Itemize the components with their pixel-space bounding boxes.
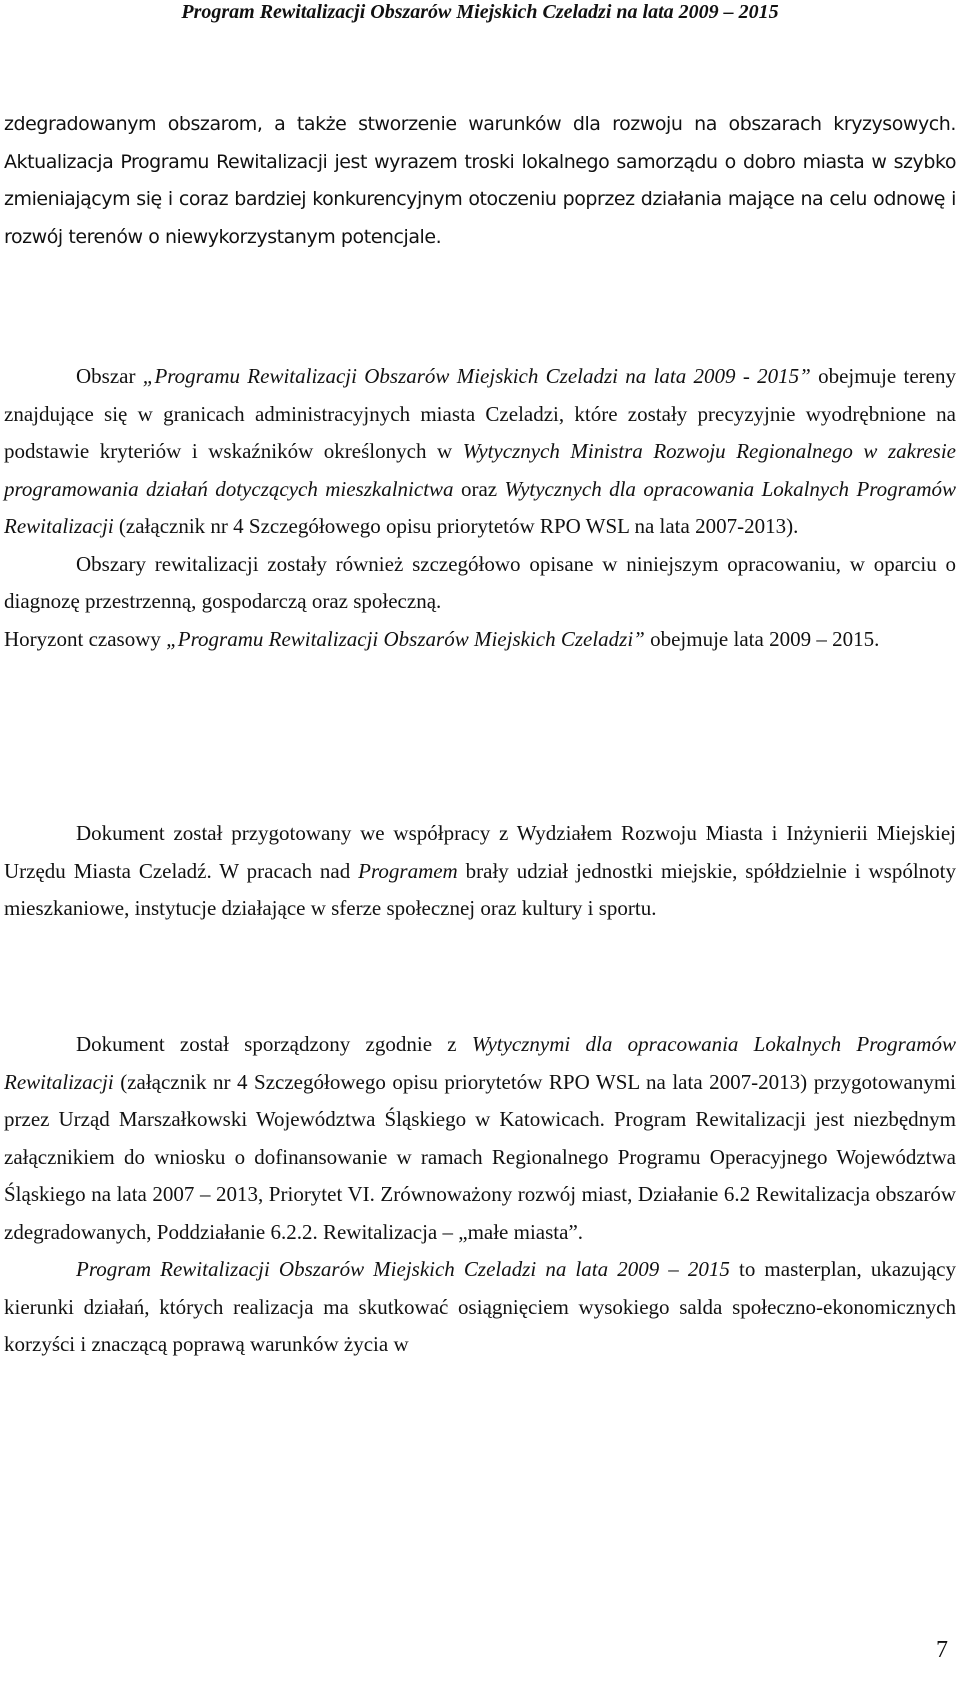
text-run: obejmuje tereny znajdujące się w granicach administracyjnych miasta Czeladzi, które zostały precyzyjnie wyodrębnione na podstawie kryteriów i wskaźników określonych w — [4, 364, 956, 463]
text-run: Obszar — [76, 364, 143, 388]
program-title-italic: „Programu Rewitalizacji Obszarów Miejskich Czeladzi na lata 2009 - 2015” — [142, 364, 811, 388]
paragraph-time-horizon — [4, 621, 956, 659]
paragraph-compliance — [4, 1026, 956, 1364]
text-run: to masterplan, ukazujący kierunki działań, których realizacja ma skutkować osiągnięciem wysokiego salda społeczno-ekonomicznych korzyści i znaczącą poprawą warunków życia w — [4, 1257, 957, 1356]
text-run: oraz — [453, 476, 505, 501]
program-title-italic: „Programu Rewitalizacji Obszarów Miejskich Czeladzi” — [166, 626, 645, 651]
program-title-italic: Program Rewitalizacji Obszarów Miejskich Czeladzi na lata 2009 – 2015 — [76, 1257, 730, 1281]
text-run: Dokument został przygotowany we współpracy z Wydziałem Rozwoju Miasta i Inżynierii Miejskiej Urzędu Miasta Czeladź. W pracach nad — [4, 821, 956, 883]
guidelines-lpr-italic: Wytycznych dla opracowania Lokalnych Programów Rewitalizacji — [4, 476, 957, 538]
text-run: (załącznik nr 4 Szczegółowego opisu priorytetów RPO WSL na lata 2007-2013). — [113, 514, 799, 538]
paragraph-text: zdegradowanym obszarom, a także stworzenie warunków dla rozwoju na obszarach kryzysowych. Aktualizacja Programu Rewitalizacji jest wyrazem troski lokalnego samorządu o dobro miasta w szybko zmieniającym się i coraz bardziej konkurencyjnym otoczeniu poprzez działania mające na celu odnowę i rozwój terenów o niewykorzystanym potencjale. — [4, 113, 956, 248]
guidelines-title-italic: Wytycznych Ministra Rozwoju Regionalnego w zakresie programowania działań dotyczących mieszkalnictwa — [4, 439, 956, 501]
text-run: obejmuje lata 2009 – 2015. — [644, 626, 880, 651]
paragraph-cooperation — [4, 815, 956, 928]
text-run: Dokument został sporządzony zgodnie z — [76, 1032, 472, 1056]
text-run: (załącznik nr 4 Szczegółowego opisu priorytetów RPO WSL na lata 2007-2013) przygotowanymi przez Urząd Marszałkowski Województwa Śląskiego w Katowicach. Program Rewitalizacji jest niezbędnym załącznikiem do wniosku o dofinansowanie w ramach Regionalnego Programu Operacyjnego Województwa Śląskiego na lata 2007 – 2013, Priorytet VI. Zrównoważony rozwój miast, Działanie 6.2 Rewitalizacja obszarów zdegradowanych, Poddziałanie 6.2.2. Rewitalizacja – „małe miasta”. — [4, 1069, 956, 1244]
guidelines-lpr-italic: Wytycznymi dla opracowania Lokalnych Programów Rewitalizacji — [4, 1032, 956, 1094]
page-number: 7 — [936, 1637, 948, 1663]
paragraph-intro-continuation — [4, 106, 956, 256]
paragraph-area-scope — [4, 358, 956, 658]
running-header: Program Rewitalizacji Obszarów Miejskich Czeladzi na lata 2009 – 2015 — [181, 1, 779, 23]
text-run: Horyzont czasowy — [4, 626, 167, 651]
program-word-italic: Programem — [358, 858, 458, 883]
paragraph-masterplan — [4, 1251, 956, 1364]
text-run: brały udział jednostki miejskie, spółdzielnie i wspólnoty mieszkaniowe, instytucje działające w sferze społecznej oraz kultury i sportu. — [4, 858, 957, 920]
paragraph-areas-described: Obszary rewitalizacji zostały również szczegółowo opisane w niniejszym opracowaniu, w oparciu o diagnozę przestrzenną, gospodarczą oraz społeczną. — [4, 551, 956, 613]
